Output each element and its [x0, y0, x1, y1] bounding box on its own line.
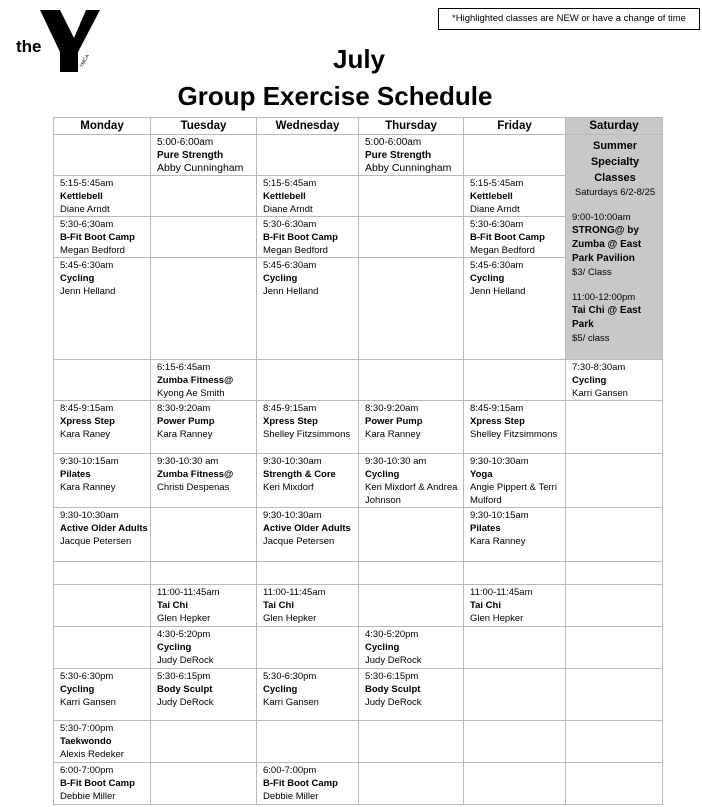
- day-header-friday: Friday: [464, 118, 566, 135]
- schedule-row: [54, 508, 663, 562]
- class-instructor: Karri Gansen: [263, 697, 319, 708]
- schedule-cell-tuesday: [151, 135, 257, 176]
- class-name: Pilates: [60, 469, 91, 480]
- class-name: Pure Strength: [157, 150, 224, 161]
- schedule-cell-tuesday: [151, 763, 257, 805]
- schedule-cell-monday: [54, 721, 151, 763]
- class-entry: [257, 763, 358, 803]
- class-entry: [257, 454, 358, 494]
- class-name: Tai Chi: [470, 600, 501, 611]
- schedule-cell-wednesday: [257, 585, 359, 627]
- class-name: Zumba Fitness@: [157, 469, 234, 480]
- class-instructor: Judy DeRock: [365, 655, 422, 666]
- class-instructor: Diane Arndt: [263, 204, 313, 215]
- schedule-cell-wednesday: [257, 721, 359, 763]
- schedule-cell-monday: [54, 360, 151, 401]
- schedule-row: [54, 562, 663, 585]
- schedule-cell-wednesday: [257, 627, 359, 669]
- class-instructor: Glen Hepker: [157, 613, 211, 624]
- schedule-cell-friday: [464, 217, 566, 258]
- class-entry: [257, 669, 358, 709]
- class-time: 9:30-10:15am: [60, 456, 119, 467]
- schedule-cell-thursday: [359, 721, 464, 763]
- class-time: 5:30-6:30am: [263, 219, 317, 230]
- schedule-cell-friday: [464, 627, 566, 669]
- class-instructor: Kara Ranney: [60, 482, 116, 493]
- class-entry: [464, 454, 565, 507]
- class-time: 9:30-10:15am: [470, 510, 529, 521]
- schedule-cell-thursday: [359, 562, 464, 585]
- schedule-cell-monday: [54, 258, 151, 360]
- class-entry: [464, 217, 565, 257]
- schedule-cell-monday: [54, 176, 151, 217]
- schedule-cell-tuesday: [151, 360, 257, 401]
- class-entry: [359, 669, 463, 709]
- class-time: 11:00-11:45am: [470, 587, 533, 598]
- class-name: B-Fit Boot Camp: [60, 232, 135, 243]
- logo-ymca-text: YMCA: [78, 53, 91, 69]
- class-time: 9:30-10:30 am: [365, 456, 427, 467]
- class-time: 5:15-5:45am: [263, 178, 317, 189]
- class-entry: [359, 135, 463, 175]
- class-instructor: Shelley Fitzsimmons: [470, 429, 558, 440]
- class-name: Taekwondo: [60, 736, 112, 747]
- schedule-cell-saturday: [566, 627, 663, 669]
- class-time: 5:45-6:30am: [263, 260, 317, 271]
- class-time: 5:15-5:45am: [470, 178, 524, 189]
- class-time: 5:15-5:45am: [60, 178, 114, 189]
- class-instructor: Megan Bedford: [60, 245, 125, 256]
- class-instructor: Angie Pippert & Terri Mulford: [470, 482, 557, 506]
- class-name: Tai Chi: [263, 600, 294, 611]
- class-time: 5:30-6:30am: [60, 219, 114, 230]
- class-time: 5:30-6:15pm: [365, 671, 419, 682]
- schedule-cell-thursday: [359, 401, 464, 454]
- class-instructor: Jenn Helland: [263, 286, 319, 297]
- schedule-cell-saturday: [566, 763, 663, 805]
- class-entry: [464, 508, 565, 548]
- schedule-row: [54, 721, 663, 763]
- class-instructor: Megan Bedford: [263, 245, 328, 256]
- class-instructor: Debbie Miller: [60, 791, 116, 802]
- schedule-cell-tuesday: [151, 258, 257, 360]
- class-name: Cycling: [365, 642, 400, 653]
- schedule-cell-tuesday: [151, 669, 257, 721]
- class-time: 9:30-10:30am: [470, 456, 529, 467]
- class-entry: [54, 763, 150, 803]
- class-instructor: Kara Ranney: [157, 429, 213, 440]
- class-time: 9:30-10:30am: [263, 510, 322, 521]
- schedule-cell-saturday: [566, 401, 663, 454]
- class-name: Cycling: [60, 684, 95, 695]
- schedule-cell-wednesday: [257, 669, 359, 721]
- page-title-main: Group Exercise Schedule: [177, 81, 493, 111]
- class-entry: [54, 217, 150, 257]
- class-name: Active Older Adults: [60, 523, 148, 534]
- class-time: 5:30-7:00pm: [60, 723, 114, 734]
- day-header-tuesday: Tuesday: [151, 118, 257, 135]
- day-header-monday: Monday: [54, 118, 151, 135]
- day-header-row: [54, 118, 663, 135]
- schedule-cell-friday: [464, 585, 566, 627]
- class-time: 11:00-11:45am: [157, 587, 220, 598]
- class-instructor: Keri Mixdorf & Andrea Johnson: [365, 482, 458, 506]
- specialty-time: 9:00-10:00am: [572, 212, 631, 223]
- class-entry: [151, 360, 256, 400]
- class-entry: [54, 721, 150, 761]
- class-instructor: Glen Hepker: [470, 613, 524, 624]
- schedule-cell-thursday: [359, 135, 464, 176]
- schedule-cell-friday: [464, 721, 566, 763]
- class-entry: [54, 508, 150, 548]
- class-name: Zumba Fitness@: [157, 375, 234, 386]
- schedule-row: [54, 669, 663, 721]
- class-time: 5:45-6:30am: [60, 260, 114, 271]
- class-time: 5:00-6:00am: [157, 137, 214, 148]
- specialty-price: $5/ class: [572, 333, 610, 344]
- schedule-cell-monday: [54, 627, 151, 669]
- logo-the-text: the: [16, 37, 42, 56]
- schedule-cell-friday: [464, 360, 566, 401]
- class-name: B-Fit Boot Camp: [263, 778, 338, 789]
- schedule-row: [54, 135, 663, 176]
- saturday-specialty-cell: [566, 135, 663, 360]
- class-time: 11:00-11:45am: [263, 587, 326, 598]
- schedule-table: [53, 117, 663, 805]
- schedule-cell-thursday: [359, 669, 464, 721]
- schedule-cell-wednesday: [257, 135, 359, 176]
- class-time: 7:30-8:30am: [572, 362, 626, 373]
- class-name: Xpress Step: [263, 416, 318, 427]
- class-name: B-Fit Boot Camp: [263, 232, 338, 243]
- schedule-cell-thursday: [359, 360, 464, 401]
- schedule-cell-saturday: [566, 669, 663, 721]
- schedule-cell-tuesday: [151, 585, 257, 627]
- schedule-cell-friday: [464, 763, 566, 805]
- specialty-name: STRONG@ by Zumba @ East Park Pavilion: [572, 225, 642, 264]
- specialty-time: 11:00-12:00pm: [572, 292, 636, 303]
- schedule-cell-friday: [464, 508, 566, 562]
- class-instructor: Megan Bedford: [470, 245, 535, 256]
- schedule-cell-wednesday: [257, 508, 359, 562]
- class-name: Power Pump: [365, 416, 423, 427]
- class-time: 5:45-6:30am: [470, 260, 524, 271]
- class-name: Power Pump: [157, 416, 215, 427]
- class-time: 5:30-6:30pm: [60, 671, 114, 682]
- class-time: 6:00-7:00pm: [263, 765, 317, 776]
- class-time: 5:30-6:30pm: [263, 671, 317, 682]
- schedule-cell-friday: [464, 176, 566, 217]
- class-instructor: Shelley Fitzsimmons: [263, 429, 351, 440]
- schedule-cell-monday: [54, 454, 151, 508]
- class-entry: [54, 669, 150, 709]
- schedule-cell-thursday: [359, 627, 464, 669]
- class-entry: [464, 585, 565, 625]
- class-entry: [151, 627, 256, 667]
- class-instructor: Jacque Petersen: [60, 536, 132, 547]
- class-name: Kettlebell: [263, 191, 306, 202]
- class-name: Cycling: [365, 469, 400, 480]
- class-time: 4:30-5:20pm: [365, 629, 419, 640]
- specialty-price: $3/ Class: [572, 267, 612, 278]
- schedule-cell-saturday: [566, 721, 663, 763]
- class-name: Cycling: [470, 273, 505, 284]
- class-entry: [464, 176, 565, 216]
- class-entry: [257, 176, 358, 216]
- class-time: 6:00-7:00pm: [60, 765, 114, 776]
- schedule-cell-monday: [54, 401, 151, 454]
- schedule-cell-thursday: [359, 454, 464, 508]
- class-instructor: Diane Arndt: [470, 204, 520, 215]
- schedule-cell-wednesday: [257, 454, 359, 508]
- schedule-cell-saturday: [566, 585, 663, 627]
- schedule-row: [54, 627, 663, 669]
- day-header-thursday: Thursday: [359, 118, 464, 135]
- class-entry: [464, 401, 565, 441]
- class-entry: [566, 360, 662, 400]
- class-time: 9:30-10:30am: [60, 510, 119, 521]
- class-instructor: Debbie Miller: [263, 791, 319, 802]
- summer-specialty-block: [566, 135, 662, 345]
- class-instructor: Kara Raney: [60, 429, 111, 440]
- schedule-cell-saturday: [566, 508, 663, 562]
- class-instructor: Abby Cunningham: [157, 162, 244, 174]
- class-name: B-Fit Boot Camp: [60, 778, 135, 789]
- class-name: Body Sculpt: [365, 684, 421, 695]
- class-name: Kettlebell: [470, 191, 513, 202]
- schedule-cell-monday: [54, 135, 151, 176]
- highlight-note: *Highlighted classes are NEW or have a change of time: [438, 8, 700, 30]
- class-entry: [257, 508, 358, 548]
- class-entry: [151, 669, 256, 709]
- class-instructor: Kyong Ae Smith: [157, 388, 225, 399]
- schedule-cell-wednesday: [257, 401, 359, 454]
- class-instructor: Alexis Redeker: [60, 749, 124, 760]
- schedule-row: [54, 454, 663, 508]
- schedule-cell-wednesday: [257, 763, 359, 805]
- class-name: Yoga: [470, 469, 493, 480]
- class-instructor: Karri Gansen: [60, 697, 116, 708]
- class-entry: [359, 627, 463, 667]
- schedule-cell-thursday: [359, 508, 464, 562]
- class-name: Pilates: [470, 523, 501, 534]
- class-name: Strength & Core: [263, 469, 336, 480]
- schedule-cell-friday: [464, 258, 566, 360]
- class-time: 6:15-6:45am: [157, 362, 211, 373]
- class-name: Cycling: [263, 273, 298, 284]
- class-instructor: Karri Gansen: [572, 388, 628, 399]
- class-name: Body Sculpt: [157, 684, 213, 695]
- schedule-cell-friday: [464, 401, 566, 454]
- page-title-month: July: [332, 44, 386, 74]
- class-entry: [257, 217, 358, 257]
- class-instructor: Keri Mixdorf: [263, 482, 314, 493]
- class-instructor: Kara Ranney: [365, 429, 421, 440]
- schedule-cell-wednesday: [257, 217, 359, 258]
- schedule-cell-thursday: [359, 176, 464, 217]
- class-name: Cycling: [572, 375, 607, 386]
- class-entry: [151, 135, 256, 175]
- schedule-cell-friday: [464, 669, 566, 721]
- specialty-dates: Saturdays 6/2-8/25: [574, 187, 656, 198]
- class-entry: [54, 176, 150, 216]
- class-time: 4:30-5:20pm: [157, 629, 211, 640]
- class-entry: [257, 401, 358, 441]
- class-name: Kettlebell: [60, 191, 103, 202]
- schedule-cell-tuesday: [151, 627, 257, 669]
- schedule-cell-monday: [54, 217, 151, 258]
- class-time: 8:45-9:15am: [470, 403, 524, 414]
- class-entry: [54, 258, 150, 298]
- class-entry: [464, 258, 565, 298]
- schedule-cell-tuesday: [151, 217, 257, 258]
- class-time: 9:30-10:30 am: [157, 456, 219, 467]
- day-header-saturday: Saturday: [566, 118, 663, 135]
- class-time: 5:30-6:30am: [470, 219, 524, 230]
- class-instructor: Jacque Petersen: [263, 536, 335, 547]
- schedule-cell-saturday: [566, 360, 663, 401]
- class-instructor: Christi Despenas: [157, 482, 230, 493]
- class-name: Xpress Step: [60, 416, 115, 427]
- class-time: 5:30-6:15pm: [157, 671, 211, 682]
- schedule-row: [54, 763, 663, 805]
- schedule-cell-tuesday: [151, 176, 257, 217]
- schedule-cell-thursday: [359, 217, 464, 258]
- schedule-cell-wednesday: [257, 258, 359, 360]
- class-instructor: Judy DeRock: [365, 697, 422, 708]
- schedule-cell-wednesday: [257, 360, 359, 401]
- class-instructor: Kara Ranney: [470, 536, 526, 547]
- class-entry: [54, 401, 150, 441]
- class-entry: [359, 454, 463, 507]
- schedule-cell-thursday: [359, 585, 464, 627]
- class-instructor: Judy DeRock: [157, 697, 214, 708]
- class-time: 8:45-9:15am: [60, 403, 114, 414]
- class-entry: [359, 401, 463, 441]
- schedule-cell-monday: [54, 585, 151, 627]
- class-entry: [151, 585, 256, 625]
- schedule-cell-tuesday: [151, 454, 257, 508]
- schedule-cell-wednesday: [257, 562, 359, 585]
- class-entry: [151, 401, 256, 441]
- schedule-cell-monday: [54, 562, 151, 585]
- class-instructor: Jenn Helland: [60, 286, 116, 297]
- schedule-row: [54, 360, 663, 401]
- class-time: 8:30-9:20am: [365, 403, 419, 414]
- schedule-row: [54, 585, 663, 627]
- class-entry: [54, 454, 150, 494]
- specialty-name: Tai Chi @ East Park: [572, 305, 642, 330]
- schedule-cell-friday: [464, 562, 566, 585]
- class-entry: [257, 258, 358, 298]
- schedule-cell-friday: [464, 135, 566, 176]
- class-name: Pure Strength: [365, 150, 432, 161]
- schedule-cell-thursday: [359, 763, 464, 805]
- schedule-cell-monday: [54, 763, 151, 805]
- class-name: Xpress Step: [470, 416, 525, 427]
- class-name: Tai Chi: [157, 600, 188, 611]
- class-time: 5:00-6:00am: [365, 137, 422, 148]
- class-instructor: Diane Arndt: [60, 204, 110, 215]
- class-instructor: Jenn Helland: [470, 286, 526, 297]
- class-time: 8:30-9:20am: [157, 403, 211, 414]
- schedule-cell-tuesday: [151, 508, 257, 562]
- schedule-cell-monday: [54, 669, 151, 721]
- class-instructor: Glen Hepker: [263, 613, 317, 624]
- schedule-cell-tuesday: [151, 401, 257, 454]
- class-time: 8:45-9:15am: [263, 403, 317, 414]
- day-header-wednesday: Wednesday: [257, 118, 359, 135]
- schedule-cell-saturday: [566, 562, 663, 585]
- specialty-title: Summer Specialty Classes: [590, 140, 640, 184]
- class-entry: [257, 585, 358, 625]
- class-time: 9:30-10:30am: [263, 456, 322, 467]
- class-entry: [151, 454, 256, 494]
- schedule-cell-tuesday: [151, 562, 257, 585]
- class-name: B-Fit Boot Camp: [470, 232, 545, 243]
- class-instructor: Abby Cunningham: [365, 162, 452, 174]
- schedule-cell-thursday: [359, 258, 464, 360]
- schedule-cell-friday: [464, 454, 566, 508]
- class-instructor: Judy DeRock: [157, 655, 214, 666]
- class-name: Cycling: [60, 273, 95, 284]
- schedule-cell-monday: [54, 508, 151, 562]
- class-name: Cycling: [157, 642, 192, 653]
- schedule-cell-saturday: [566, 454, 663, 508]
- class-name: Active Older Adults: [263, 523, 351, 534]
- schedule-cell-tuesday: [151, 721, 257, 763]
- class-name: Cycling: [263, 684, 298, 695]
- schedule-row: [54, 401, 663, 454]
- schedule-cell-wednesday: [257, 176, 359, 217]
